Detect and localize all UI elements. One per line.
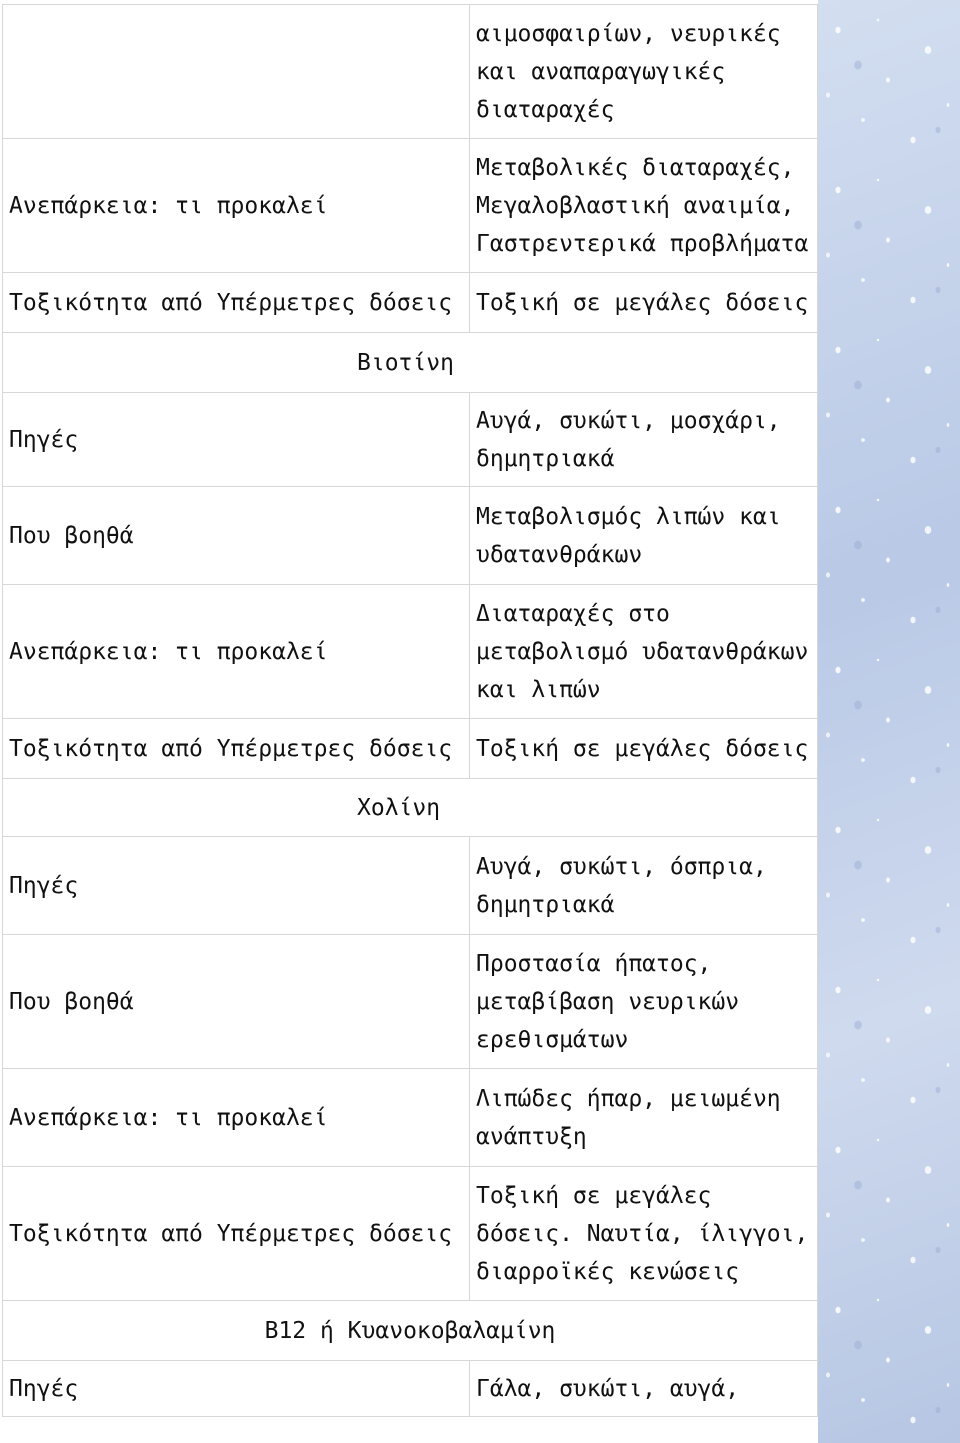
section-header-row xyxy=(3,333,818,393)
row-value: Μεταβολικές διαταραχές, Μεγαλοβλαστική αναιμία, Γαστρεντερικά προβλήματα xyxy=(470,139,818,273)
table-row xyxy=(3,1167,818,1301)
table-row xyxy=(3,1069,818,1167)
row-label: Πηγές xyxy=(3,837,470,935)
row-value: Τοξική σε μεγάλες δόσεις xyxy=(470,719,818,779)
table-row xyxy=(3,487,818,585)
row-label: Που βοηθά xyxy=(3,487,470,585)
row-label: Ανεπάρκεια: τι προκαλεί xyxy=(3,585,470,719)
vitamin-info-table xyxy=(2,4,818,1417)
row-label xyxy=(3,5,470,139)
row-label: Τοξικότητα από Υπέρμετρες δόσεις xyxy=(3,273,470,333)
section-title: Βιοτίνη xyxy=(357,349,454,376)
row-value: Αυγά, συκώτι, μοσχάρι, δημητριακά xyxy=(470,393,818,487)
table-row xyxy=(3,719,818,779)
row-label: Ανεπάρκεια: τι προκαλεί xyxy=(3,139,470,273)
row-value: Γάλα, συκώτι, αυγά, xyxy=(470,1361,818,1417)
row-value: Μεταβολισμός λιπών και υδατανθράκων xyxy=(470,487,818,585)
section-title: B12 ή Κυανοκοβαλαμίνη xyxy=(264,1317,556,1344)
row-value: αιμοσφαιρίων, νευρικές και αναπαραγωγικές διαταραχές xyxy=(470,5,818,139)
row-value: Προστασία ήπατος, μεταβίβαση νευρικών ερεθισμάτων xyxy=(470,935,818,1069)
section-title-cell xyxy=(3,779,818,837)
section-title-cell xyxy=(3,1301,818,1361)
section-header-row xyxy=(3,779,818,837)
row-label: Πηγές xyxy=(3,1361,470,1417)
row-value: Τοξική σε μεγάλες δόσεις. Ναυτία, ίλιγγοι, διαρροϊκές κενώσεις xyxy=(470,1167,818,1301)
row-value: Αυγά, συκώτι, όσπρια, δημητριακά xyxy=(470,837,818,935)
row-value: Τοξική σε μεγάλες δόσεις xyxy=(470,273,818,333)
table-row xyxy=(3,585,818,719)
row-label: Πηγές xyxy=(3,393,470,487)
table-row xyxy=(3,5,818,139)
section-header-row xyxy=(3,1301,818,1361)
row-label: Τοξικότητα από Υπέρμετρες δόσεις xyxy=(3,1167,470,1301)
table-row xyxy=(3,935,818,1069)
table-row xyxy=(3,273,818,333)
vitamin-info-table-body xyxy=(3,5,818,1417)
row-label: Τοξικότητα από Υπέρμετρες δόσεις xyxy=(3,719,470,779)
section-title-cell xyxy=(3,333,818,393)
table-row xyxy=(3,837,818,935)
row-label: Που βοηθά xyxy=(3,935,470,1069)
section-title: Χολίνη xyxy=(357,794,441,821)
row-label: Ανεπάρκεια: τι προκαλεί xyxy=(3,1069,470,1167)
table-row xyxy=(3,139,818,273)
table-row xyxy=(3,1361,818,1417)
row-value: Διαταραχές στο μεταβολισμό υδατανθράκων και λιπών xyxy=(470,585,818,719)
table-row xyxy=(3,393,818,487)
water-drops-background xyxy=(818,0,960,1443)
row-value: Λιπώδες ήπαρ, μειωμένη ανάπτυξη xyxy=(470,1069,818,1167)
